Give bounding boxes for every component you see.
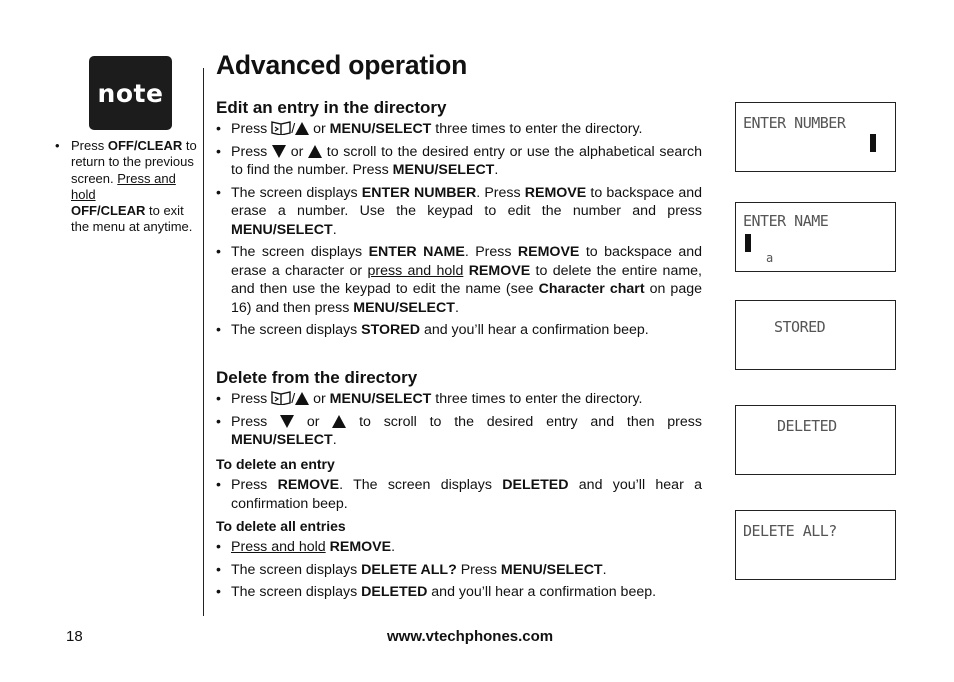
lcd-text: ENTER NUMBER (743, 114, 846, 132)
list-item: • Press or to scroll to the desired entry and then press MENU/SELECT. (216, 413, 702, 450)
delete-all-steps (216, 538, 702, 602)
column-divider (203, 68, 204, 616)
lcd-text: ENTER NAME (743, 212, 829, 230)
note-text (55, 138, 203, 236)
phonebook-icon (271, 390, 291, 405)
up-arrow-icon (295, 392, 309, 405)
down-arrow-icon (280, 415, 294, 428)
list-item: • The screen displays ENTER NAME. Press REMOVE to backspace and erase a character or press and hold REMOVE to delete the entire name, and then use the keypad to edit the name (see Character chart on page 16) and then press MENU/SELECT. (216, 243, 702, 317)
note-badge (89, 56, 172, 130)
lcd-char: a (766, 251, 773, 265)
edit-steps (216, 120, 702, 340)
list-item: • The screen displays DELETE ALL? Press MENU/SELECT. (216, 561, 702, 580)
footer-url: www.vtechphones.com (387, 628, 554, 645)
lcd-screen-stored (735, 300, 896, 370)
list-item: • The screen displays ENTER NUMBER. Press REMOVE to backspace and erase a number. Use the keypad to edit the number and press MENU/SELECT. (216, 184, 702, 240)
lcd-text: DELETE ALL? (743, 522, 837, 540)
lcd-screen-enter-name (735, 202, 896, 272)
note-body: Press OFF/CLEAR to return to the previous screen. Press and hold OFF/CLEAR to exit the menu at anytime. (71, 138, 197, 235)
note-badge-label: note (97, 78, 164, 108)
delete-steps (216, 390, 702, 450)
page-number: 18 (66, 628, 83, 645)
up-arrow-icon (295, 122, 309, 135)
section-heading-delete: Delete from the directory (216, 368, 418, 387)
up-arrow-icon (332, 415, 346, 428)
list-item: • The screen displays STORED and you’ll hear a confirmation beep. (216, 321, 702, 340)
list-item: • The screen displays DELETED and you’ll hear a confirmation beep. (216, 583, 702, 602)
list-item: • Press / or MENU/SELECT three times to enter the directory. (216, 120, 702, 139)
lcd-text: DELETED (777, 417, 837, 435)
lcd-screen-deleted (735, 405, 896, 475)
note-bullet: • (55, 138, 60, 153)
list-item: • Press / or MENU/SELECT three times to enter the directory. (216, 390, 702, 409)
list-item: • Press REMOVE. The screen displays DELETED and you’ll hear a confirmation beep. (216, 476, 702, 513)
page-title: Advanced operation (216, 50, 468, 80)
lcd-screen-enter-number (735, 102, 896, 172)
subheading-delete-all: To delete all entries (216, 518, 346, 534)
phonebook-icon (271, 120, 291, 135)
list-item: • Press or to scroll to the desired entry or use the alphabetical search to find the number. Press MENU/SELECT. (216, 143, 702, 180)
lcd-screen-delete-all (735, 510, 896, 580)
delete-entry-steps (216, 476, 702, 513)
subheading-delete-entry: To delete an entry (216, 456, 335, 472)
down-arrow-icon (272, 145, 286, 158)
up-arrow-icon (308, 145, 322, 158)
list-item: • Press and hold REMOVE. (216, 538, 702, 557)
section-heading-edit: Edit an entry in the directory (216, 98, 447, 117)
lcd-cursor (870, 134, 876, 152)
lcd-text: STORED (774, 318, 826, 336)
lcd-cursor (745, 234, 751, 252)
